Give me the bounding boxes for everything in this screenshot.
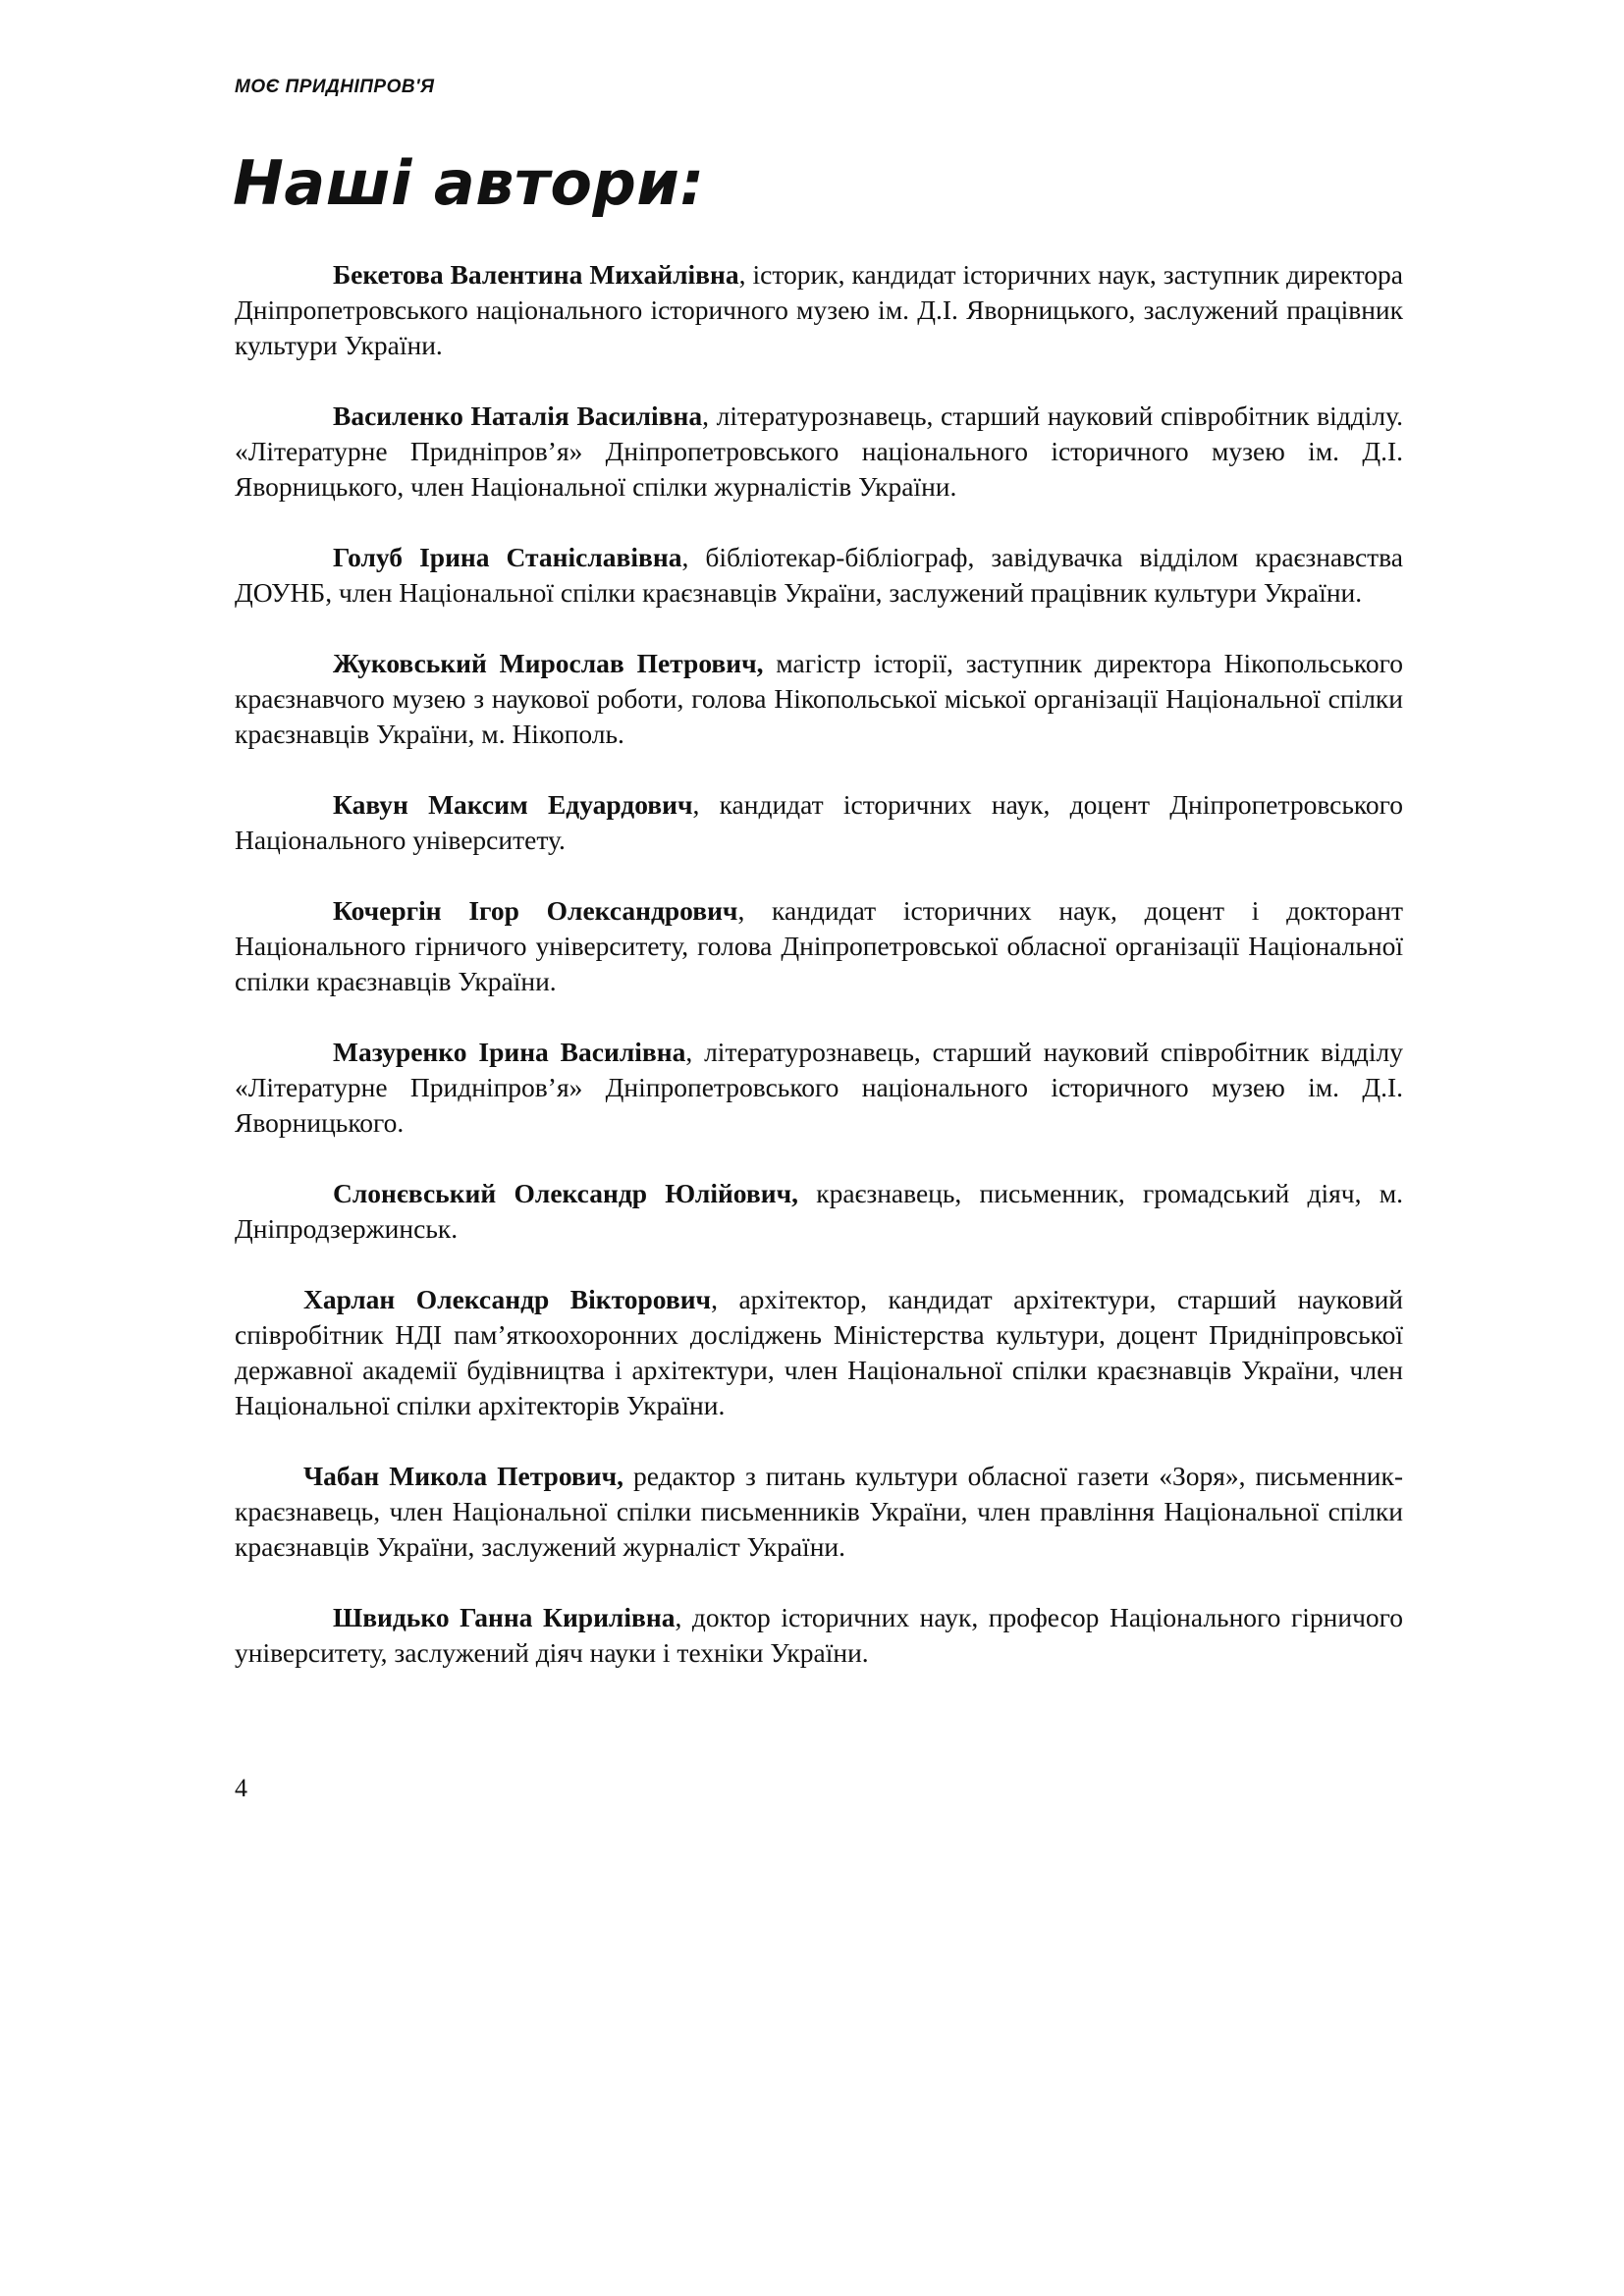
author-description: , історик, кандидат історичних наук, заступник директора Дніпропетровського національного історичного музею ім. Д.І. Яворницького, заслужений працівник культури України. [235, 259, 1403, 360]
running-head: МОЄ ПРИДНІПРОВ'Я [235, 77, 435, 97]
author-name: Голуб Ірина Станіславівна [333, 542, 682, 572]
author-entry [235, 1282, 1403, 1423]
author-name: Мазуренко Ірина Василівна [333, 1037, 686, 1067]
author-description: редактор з питань культури обласної газети «Зоря», письменник-краєзнавець, член Національної спілки письменників України, член правління Національної спілки краєзнавців України, заслужений журналіст України. [235, 1461, 1403, 1562]
author-description: краєзнавець, письменник, громадський діяч, м. Дніпродзержинськ. [235, 1178, 1403, 1244]
author-description: , бібліотекар-бібліограф, завідувачка відділом краєзнавства ДОУНБ, член Національної спілки краєзнавців України, заслужений працівник культури України. [235, 542, 1403, 608]
author-entry [235, 787, 1403, 858]
author-entry [235, 399, 1403, 505]
author-name: Швидько Ганна Кирилівна [333, 1602, 676, 1632]
page-title: Наші автори: [233, 147, 705, 219]
author-entry [235, 1600, 1403, 1671]
author-name: Кавун Максим Едуардович [333, 789, 693, 820]
author-name: Бекетова Валентина Михайлівна [333, 259, 739, 290]
author-description: , архітектор, кандидат архітектури, старший науковий співробітник НДІ пам’яткоохоронних досліджень Міністерства культури, доцент Придніпровської державної академії будівництва і архітектури, член Національної спілки краєзнавців України, член Національної спілки архітекторів України. [235, 1284, 1404, 1420]
author-name: Слонєвський Олександр Юлійович, [333, 1178, 798, 1208]
author-name: Жуковський Мирослав Петрович, [333, 648, 764, 678]
author-entry [235, 1459, 1403, 1565]
author-description: , кандидат історичних наук, доцент і докторант Національного гірничого університету, голова Дніпропетровської обласної організації Національної спілки краєзнавців України. [235, 895, 1403, 996]
author-name: Василенко Наталія Василівна [333, 400, 703, 431]
author-name: Чабан Микола Петрович, [303, 1461, 623, 1491]
author-entry [235, 1176, 1403, 1247]
author-description: магістр історії, заступник директора Нікопольського краєзнавчого музею з наукової роботи, голова Нікопольської міської організації Національної спілки краєзнавців України, м. Нікополь. [235, 648, 1403, 749]
authors-list [235, 257, 1403, 1706]
author-entry [235, 1035, 1403, 1141]
author-entry [235, 893, 1403, 999]
author-entry [235, 646, 1403, 752]
author-entry [235, 540, 1403, 611]
author-name: Кочергін Ігор Олександрович [333, 895, 738, 926]
author-entry [235, 257, 1403, 363]
author-name: Харлан Олександр Вікторович [303, 1284, 712, 1314]
page-number: 4 [235, 1774, 247, 1802]
author-description: , літературознавець, старший науковий співробітник відділу. «Літературне Придніпров’я» Дніпропетровського національного історичного музею ім. Д.І. Яворницького, член Національної спілки журналістів України. [235, 400, 1403, 502]
author-description: , доктор історичних наук, професор Національного гірничого університету, заслужений діяч науки і техніки України. [235, 1602, 1403, 1668]
author-description: , кандидат історичних наук, доцент Дніпропетровського Національного університету. [235, 789, 1403, 855]
author-description: , літературознавець, старший науковий співробітник відділу «Літературне Придніпров’я» Дніпропетровського національного історичного музею ім. Д.І. Яворницького. [235, 1037, 1403, 1138]
